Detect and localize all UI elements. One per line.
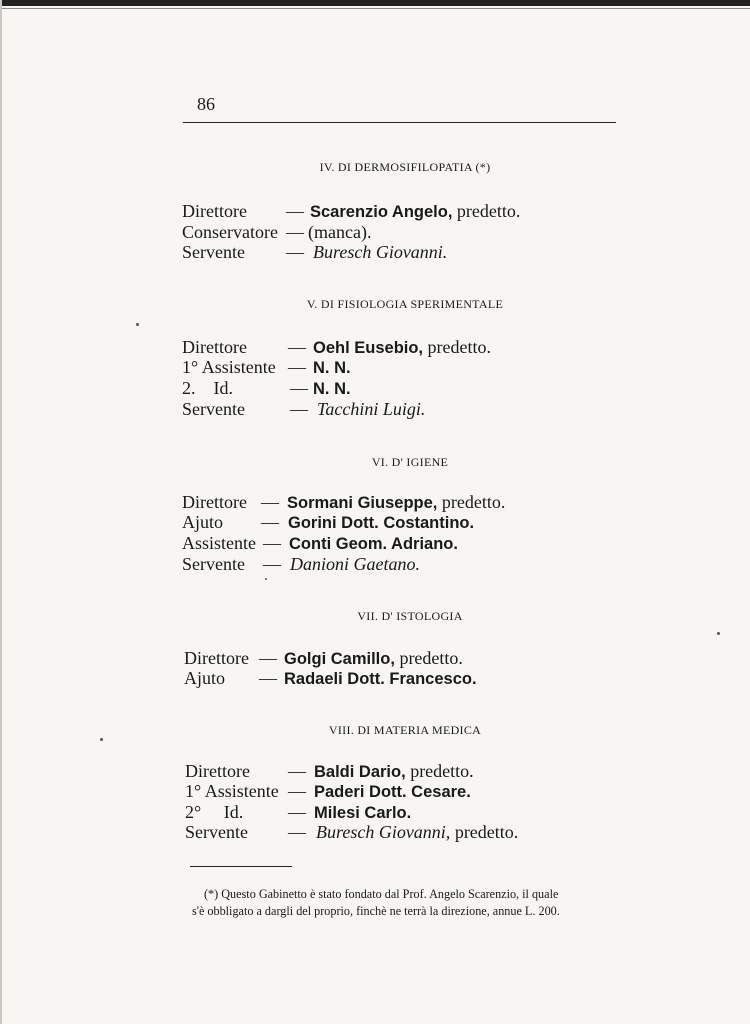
staff-row: [184, 648, 544, 668]
scan-speck: [136, 323, 139, 326]
staff-name: Radaeli Dott. Francesco.: [284, 670, 477, 688]
staff-name: Oehl Eusebio,: [313, 339, 424, 357]
staff-row: [182, 533, 542, 553]
staff-dash: —: [288, 337, 306, 357]
scan-top-edge-line: [0, 8, 750, 9]
staff-row: [182, 512, 542, 532]
staff-dash: —: [261, 512, 279, 532]
staff-row: [182, 337, 542, 357]
footnote-line-2: s'è obbligato a dargli del proprio, finchè ne terrà la direzione, annue L. 200.: [192, 904, 560, 918]
section-heading-viii: VIII. DI MATERIA MEDICA: [328, 723, 482, 737]
section-heading-vii: VII. D' ISTOLOGIA: [357, 609, 463, 623]
staff-dash: —: [288, 802, 306, 822]
staff-row: [182, 399, 542, 419]
staff-suffix: predetto.: [452, 201, 521, 221]
staff-row: [182, 357, 542, 377]
staff-suffix: predetto.: [394, 648, 463, 668]
staff-row: [185, 822, 555, 842]
staff-dash: —: [263, 533, 281, 553]
scan-speck: [717, 632, 720, 635]
section-heading-iv: IV. DI DERMOSIFILOPATIA (*): [319, 160, 491, 174]
staff-role: 2. Id.: [182, 378, 233, 398]
staff-name: N. N.: [313, 359, 351, 377]
staff-role: 1° Assistente: [182, 357, 276, 377]
staff-role: Direttore: [182, 492, 247, 512]
staff-row: [184, 668, 544, 688]
staff-dash: —: [286, 201, 304, 221]
staff-role: Servente: [182, 554, 245, 574]
staff-dash: —: [288, 781, 306, 801]
staff-role: Direttore: [184, 648, 249, 668]
staff-role: Direttore: [182, 201, 247, 221]
staff-role: Servente: [182, 399, 245, 419]
scan-top-edge: [0, 0, 750, 6]
staff-dash: —: [288, 357, 306, 377]
header-rule: [183, 122, 616, 123]
scan-speck: [100, 738, 103, 741]
staff-name: Sormani Giuseppe,: [287, 494, 438, 512]
staff-suffix: predetto.: [450, 822, 519, 842]
section-heading-v: V. DI FISIOLOGIA SPERIMENTALE: [306, 297, 504, 311]
staff-dash: —: [261, 492, 279, 512]
staff-suffix: (manca).: [308, 222, 372, 242]
staff-name: Scarenzio Angelo,: [310, 203, 453, 221]
staff-suffix: predetto.: [423, 337, 492, 357]
staff-name: N. N.: [313, 380, 351, 398]
staff-role: Ajuto: [184, 668, 226, 688]
staff-row: [182, 201, 542, 221]
footnote-line-1: (*) Questo Gabinetto è stato fondato dal Prof. Angelo Scarenzio, il quale: [204, 887, 559, 901]
staff-suffix: predetto.: [437, 492, 506, 512]
staff-dash: —: [290, 378, 308, 398]
staff-dash: —: [259, 648, 277, 668]
staff-suffix: predetto.: [405, 761, 474, 781]
staff-row: [182, 554, 542, 574]
staff-name: Baldi Dario,: [314, 763, 406, 781]
staff-row: [185, 781, 555, 801]
staff-dash: —: [263, 554, 281, 574]
staff-role: Direttore: [182, 337, 247, 357]
staff-dash: —: [288, 822, 306, 842]
staff-name: Danioni Gaetano.: [290, 554, 420, 574]
staff-dash: —: [286, 242, 304, 262]
scan-speck: [265, 578, 267, 580]
staff-role: Ajuto: [182, 512, 224, 532]
staff-dash: —: [286, 222, 304, 242]
staff-dash: —: [259, 668, 277, 688]
staff-name: Buresch Giovanni.: [313, 242, 448, 262]
staff-name: Milesi Carlo.: [314, 804, 412, 822]
staff-role: Direttore: [185, 761, 250, 781]
staff-row: [182, 378, 542, 398]
staff-role: 1° Assistente: [185, 781, 279, 801]
staff-dash: —: [288, 761, 306, 781]
staff-row: [182, 492, 542, 512]
footnote: [192, 886, 634, 920]
scan-left-edge: [0, 0, 2, 1024]
section-heading-vi: VI. D' IGIENE: [371, 455, 449, 469]
staff-row: [185, 802, 555, 822]
staff-name: Gorini Dott. Costantino.: [288, 514, 475, 532]
staff-role: Servente: [182, 242, 245, 262]
staff-role: Assistente: [182, 533, 256, 553]
staff-row: [185, 761, 555, 781]
staff-role: Servente: [185, 822, 248, 842]
staff-name: Golgi Camillo,: [284, 650, 395, 668]
staff-dash: —: [290, 399, 308, 419]
staff-role: 2° Id.: [185, 802, 244, 822]
staff-role: Conservatore: [182, 222, 278, 242]
staff-row: [182, 242, 542, 262]
page-number: 86: [197, 94, 215, 114]
staff-name: Tacchini Luigi.: [317, 399, 426, 419]
staff-row: [182, 222, 542, 242]
staff-name: Buresch Giovanni,: [316, 822, 451, 842]
footnote-rule: [190, 866, 292, 867]
staff-name: Paderi Dott. Cesare.: [314, 783, 471, 801]
staff-name: Conti Geom. Adriano.: [289, 535, 458, 553]
